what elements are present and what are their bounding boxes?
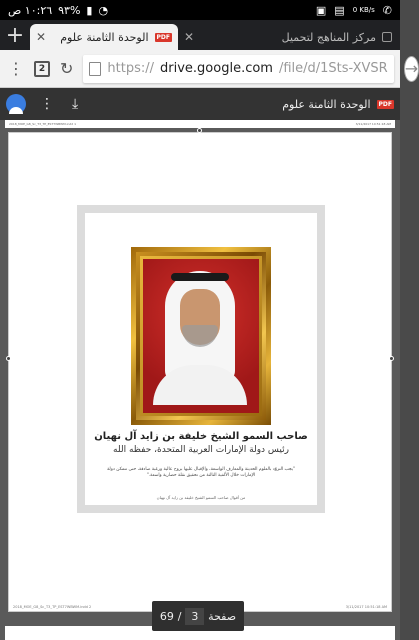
footer-slug: 2018_MOE_G8_Sc_T3_TP_EST7WBWM.indd 2 <box>13 605 92 609</box>
battery-icon: ▮ <box>86 3 93 17</box>
caption-title: رئيس دولة الإمارات العربية المتحدة، حفظه الله <box>113 445 289 455</box>
pdf-page <box>8 132 392 612</box>
arrow-right-icon: → <box>404 59 419 78</box>
current-page[interactable]: 3 <box>185 608 204 625</box>
page-icon <box>89 62 101 76</box>
page-label: صفحة <box>208 609 237 623</box>
caption-name: صاحب السمو الشيخ خليفة بن زايد آل نهيان <box>94 431 308 442</box>
tab-title: الوحدة الثامنة علوم <box>60 30 149 44</box>
browser-toolbar <box>0 50 419 88</box>
pdf-icon: PDF <box>156 33 170 41</box>
clock: ١٠:٢٦ ص <box>8 3 53 17</box>
notification-icon: ▣ <box>315 3 327 17</box>
tab-active[interactable] <box>30 24 178 50</box>
tab-title: مركز المناهج لتحميل <box>281 30 376 44</box>
pdf-viewer[interactable] <box>0 120 400 640</box>
more-vert-icon[interactable]: ⋮ <box>40 96 54 112</box>
quote-text: "يجب التزوّد بالعلوم الحديثة والمعارف الواسعة، والإقبال عليها بروح عالية ورغبة صادقة، حتى تتمكن دولة الإمارات خلال الألفية الثالثة من تحقيق نقلة حضارية واسعة." <box>107 467 295 478</box>
tab-count: 2 <box>34 61 50 77</box>
registration-mark <box>197 128 202 133</box>
reload-button[interactable] <box>60 55 73 83</box>
drive-viewer-bar <box>0 88 400 120</box>
drive-actions <box>40 96 78 112</box>
portrait-frame <box>131 247 271 425</box>
favicon-icon <box>382 32 392 42</box>
page-timestamp: 3/11/2017 10:51:18 AM <box>355 122 391 126</box>
close-tab-icon[interactable]: ✕ <box>184 30 195 44</box>
registration-mark <box>389 356 394 361</box>
document-title <box>282 98 394 111</box>
menu-button[interactable] <box>8 55 24 83</box>
battery-percent: ٩٣% <box>58 3 81 17</box>
tab-inactive[interactable] <box>178 24 398 50</box>
frame-inner <box>140 256 262 416</box>
page-separator: / <box>177 609 182 623</box>
previous-page-edge <box>5 120 395 128</box>
footer-timestamp: 3/11/2017 10:51:18 AM <box>345 605 387 609</box>
url-scheme: https:// <box>107 61 155 76</box>
reload-icon: ↻ <box>60 59 74 78</box>
registration-mark <box>6 356 11 361</box>
document-title-text: الوحدة الثامنة علوم <box>282 97 371 111</box>
forward-button[interactable] <box>404 56 419 82</box>
whatsapp-icon: ✆ <box>382 3 392 17</box>
status-left <box>8 4 108 17</box>
address-bar[interactable] <box>83 55 393 83</box>
net-speed: 0 KB/s <box>352 6 375 14</box>
page-border <box>77 205 325 513</box>
url-domain: drive.google.com <box>160 61 273 76</box>
page-slug: 2018_MOE_G8_Sc_T3_TP_EST7WBWM.indd 1 <box>9 122 77 126</box>
tab-switcher-button[interactable] <box>34 55 50 83</box>
pdf-notification-icon: ▤ <box>334 3 345 17</box>
portrait-agal <box>171 273 229 281</box>
page-content <box>85 213 317 505</box>
avatar[interactable] <box>6 94 26 114</box>
total-pages: 69 <box>159 609 174 623</box>
close-tab-icon[interactable]: ✕ <box>36 30 47 44</box>
more-vert-icon: ⋮ <box>8 59 24 78</box>
url-path: /file/d/1Sts-XVSR <box>278 61 388 76</box>
quote-source: من أقوال صاحب السمو الشيخ خليفة بن زايد آل نهيان <box>156 495 246 500</box>
avatar-body-icon <box>9 107 23 114</box>
page-indicator[interactable] <box>152 601 244 631</box>
status-bar <box>0 0 400 20</box>
new-tab-button[interactable]: + <box>5 22 25 48</box>
portrait-image <box>143 259 259 413</box>
status-right <box>316 5 392 16</box>
tab-strip <box>0 20 400 50</box>
pdf-icon: PDF <box>378 100 392 108</box>
wifi-icon: ◔ <box>98 3 109 17</box>
frame-mid <box>136 252 266 420</box>
download-icon[interactable]: ⤓ <box>72 96 79 112</box>
